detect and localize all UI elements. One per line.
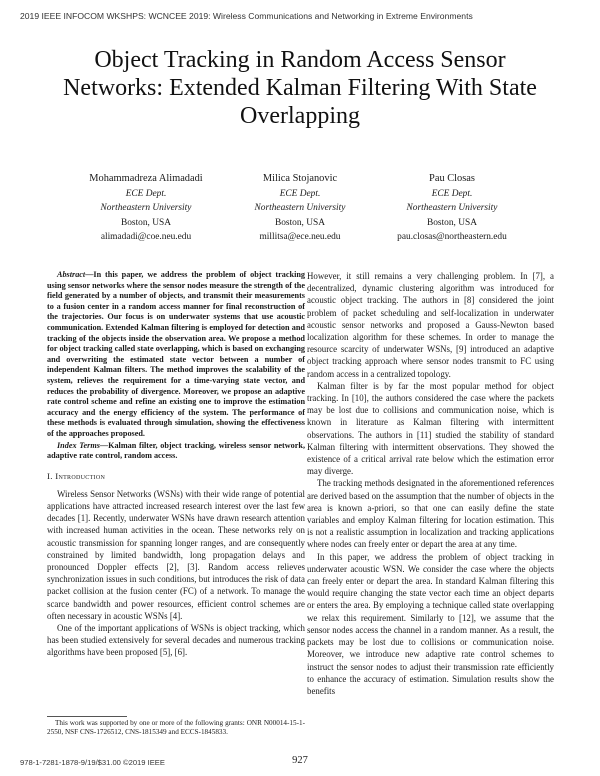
footnote-divider bbox=[47, 716, 127, 717]
index-terms bbox=[47, 441, 305, 462]
section-title: Introduction bbox=[55, 470, 106, 481]
author-university: Northeastern University bbox=[406, 203, 498, 214]
title-line: Overlapping bbox=[240, 103, 360, 129]
author-name: Milica Stojanovic bbox=[262, 173, 338, 184]
index-terms-lead: Index Terms bbox=[57, 440, 100, 450]
body-paragraph: Kalman filter is by far the most popular method for object tracking. In [10], the authors considered the case where the packets may be lost due to collisions and communication noise, which is known in literature as Kalman filtering with intermittent observations. The authors in [11] studied the stability of standard Kalman filtering with intermittent observations. They showed the existence of a critical arrival rate below which the estimation error may diverge. bbox=[307, 380, 554, 477]
author-email: millitsa@ece.neu.edu bbox=[259, 232, 341, 243]
abstract-lead: Abstract bbox=[57, 270, 86, 279]
author-dept: ECE Dept. bbox=[431, 188, 473, 199]
left-column bbox=[47, 270, 305, 659]
index-terms-text: —Kalman filter, object tracking, wireless sensor network, adaptive rate control, random access. bbox=[47, 440, 305, 461]
copyright-isbn: 978-1-7281-1878-9/19/$31.00 ©2019 IEEE bbox=[20, 758, 165, 767]
body-paragraph: However, it still remains a very challenging problem. In [7], a decentralized, dynamic clustering algorithm was introduced for acoustic object tracking. The authors in [8] considered the joint problem of packet scheduling and self-localization in underwater acoustic sensor networks and proposed a Gauss-Newton based localization algorithm for these schemes. In order to manage the resource scarcity of underwater WSNs, [9] introduced an adaptive object tracking approach where sensor nodes transmit to FC using random access in a centralized topology. bbox=[307, 271, 554, 379]
funding-footnote: This work was supported by one or more of the following grants: ONR N00014-15-1-2550, NSF CNS-1726512, CNS-1815349 and ECCS-1845833. bbox=[47, 719, 305, 736]
conference-header: 2019 IEEE INFOCOM WKSHPS: WCNCEE 2019: Wireless Communications and Networking in Extreme Environments bbox=[20, 11, 473, 21]
author-location: Boston, USA bbox=[274, 217, 325, 228]
author-email: pau.closas@northeastern.edu bbox=[397, 232, 507, 243]
body-paragraph: The tracking methods designated in the aforementioned references are derived based on the assumption that the number of objects in the area is known a-priori, so that one can easily define the state variables and employ Kalman filtering for location estimation. This is not a realistic assumption in localization and tracking applications where nodes can freely enter or depart the area at any time. bbox=[307, 478, 554, 550]
author-university: Northeastern University bbox=[100, 203, 192, 214]
author-dept: ECE Dept. bbox=[125, 188, 167, 199]
paper-title bbox=[40, 46, 560, 130]
page-number: 927 bbox=[292, 755, 308, 766]
abstract-text: —In this paper, we address the problem of object tracking using sensor networks where the sensor nodes measure the strength of the field generated by a number of objects, and transmit their measurements to a fusion center in a random access manner for final reconstruction of the trajectories. Our focus is on underwater systems that use acoustic communication. Extended Kalman filtering is employed for detection and tracking of the objects inside the observation area. We propose a method for object tracking called state overlapping, which is based on exchanging and overwriting the estimated state vector between a number of independent Kalman filters. The method improves the scalability of the system, relieves the requirement for a time-varying state vector, and reduces the probability of divergence. Moreover, we propose an adaptive rate control scheme and refine an existing one to improve the estimation accuracy and the energy efficiency of the system. The performance of these methods is evaluated through simulation, showing the effectiveness of the approaches proposed. bbox=[47, 270, 305, 438]
author-email: alimadadi@coe.neu.edu bbox=[100, 232, 192, 243]
author-name: Pau Closas bbox=[429, 173, 475, 184]
abstract bbox=[47, 270, 305, 440]
body-paragraph: In this paper, we address the problem of object tracking in underwater acoustic WSN. We consider the case where the objects can freely enter or depart the area. In standard Kalman filtering this would require changing the state vector each time an object departs or enters the area. By employing a technique called state overlapping we relax this requirement. Similarly to [12], we assume that the sensor nodes access the channel in a random manner. As a result, the packets may be lost due to collisions or communication noise. Moreover, we introduce new adaptive rate control schemes to instruct the sensor nodes to adjust their transmission rate efficiently to enhance the accuracy of estimation. Simulation results show the benefits bbox=[307, 551, 554, 696]
section-numeral: I. bbox=[47, 470, 56, 481]
author-university: Northeastern University bbox=[254, 203, 346, 214]
author-location: Boston, USA bbox=[426, 217, 477, 228]
author-location: Boston, USA bbox=[120, 217, 171, 228]
title-line: Object Tracking in Random Access Sensor bbox=[94, 47, 506, 73]
body-paragraph: One of the important applications of WSNs is object tracking, which has been studied extensively for several decades and numerous tracking algorithms have been proposed [5], [6]. bbox=[47, 622, 305, 658]
section-heading bbox=[47, 471, 305, 482]
author-block bbox=[362, 172, 542, 245]
author-dept: ECE Dept. bbox=[279, 188, 321, 199]
body-paragraph: Wireless Sensor Networks (WSNs) with their wide range of potential applications have attracted increased research interest over the last few decades [1]. Recently, underwater WSNs have drawn research attention with increased human activities in the ocean. These networks rely on acoustic transmission for spanning longer ranges, and are consequently constrained by limited bandwidth, long propagation delays and pronounced Doppler effects [2], [3]. Random access relieves synchronization issues in such conditions, but introduces the risk of data packet collision at the fusion center (FC) of a network. To manage the scarce bandwidth and power resources, efficient control schemes are often necessary in acoustic WSNs [4]. bbox=[47, 488, 305, 621]
author-name: Mohammadreza Alimadadi bbox=[89, 173, 203, 184]
right-column bbox=[307, 270, 554, 697]
title-line: Networks: Extended Kalman Filtering With State bbox=[63, 75, 537, 101]
author-block bbox=[56, 172, 236, 245]
